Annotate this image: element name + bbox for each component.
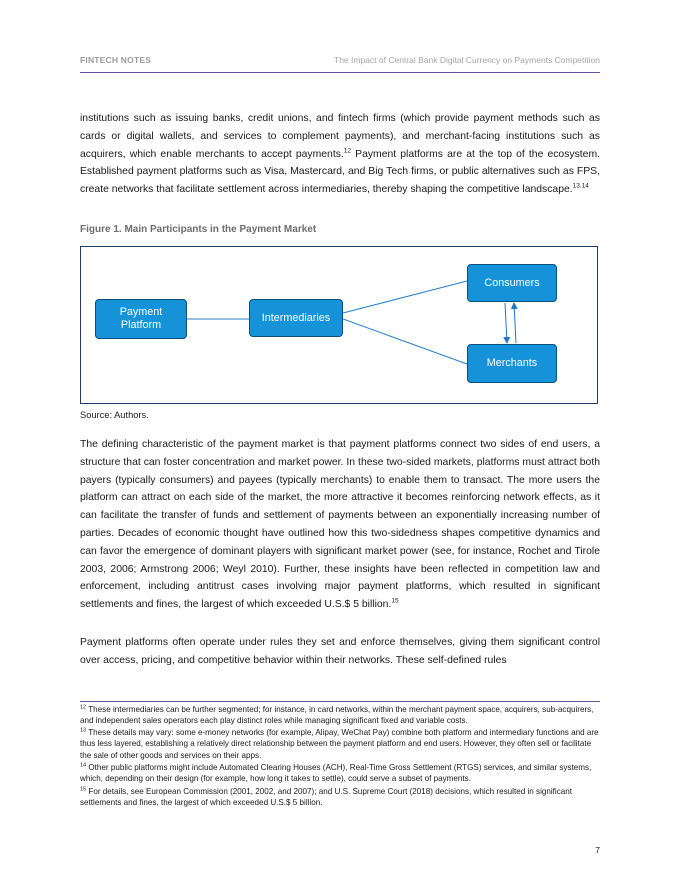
footnote-number: 13 (80, 727, 87, 734)
footnote-number: 15 (80, 786, 87, 793)
footnote-text: These intermediaries can be further segmented; for instance, in card networks, within the merchant payment space, acquirers, sub-acquirers, and independent sales operators each play distinct roles while managing significant fixed and variable costs. (80, 705, 594, 726)
arrow-consumers-to-merchants (505, 303, 507, 343)
footnote-text: For details, see European Commission (2001, 2002, and 2007); and U.S. Supreme Court (2018) decisions, which resulted in significant settlements and fines, the largest of which exceeded U.S.$ 5 billion. (80, 787, 573, 808)
footnote-13 (80, 727, 600, 761)
footnote-number: 12 (80, 704, 87, 711)
footnote-12 (80, 704, 600, 727)
footnote-ref-12[interactable]: 12 (343, 147, 352, 155)
figure-source: Source: Authors. (80, 410, 149, 420)
arrow-merchants-to-consumers (514, 303, 516, 343)
footnote-text: Other public platforms might include Automated Clearing Houses (ACH), Real-Time Gross Settlement (RTGS) services, and similar systems, which, depending on their design (for example, how long it takes to settle), could serve a subset of payments. (80, 763, 592, 784)
node-merchants: Merchants (467, 344, 557, 383)
para1-text-b: Payment platforms are at the top of the ecosystem. Established payment platforms such as Visa, Mastercard, and Big Tech firms, or public alternatives such as FPS, create networks that facilitate settlement across intermediaries, thereby shaping the competitive landscape. (80, 148, 601, 196)
link-intermediaries-merchants (343, 319, 467, 364)
footnote-14 (80, 762, 600, 785)
footnote-ref-13-14[interactable]: 13,14 (572, 182, 589, 190)
body-paragraph-2 (80, 436, 600, 614)
page-number: 7 (595, 845, 600, 855)
footnote-15 (80, 786, 600, 809)
link-intermediaries-consumers (343, 281, 467, 313)
running-title: The Impact of Central Bank Digital Currency on Payments Competition (334, 55, 600, 65)
node-payment-platform: Payment Platform (95, 299, 187, 339)
footnote-text: These details may vary: some e-money networks (for example, Alipay, WeChat Pay) combine both platform and intermediary functions and are thus less layered, establishing a relatively direct relationship between the payment platform and end users. However, they often sell or facilitate the sale of other goods and services on their apps. (80, 728, 599, 760)
node-consumers: Consumers (467, 264, 557, 302)
footnote-number: 14 (80, 762, 87, 769)
footnote-rule (80, 701, 600, 702)
figure-title: Figure 1. Main Participants in the Payment Market (80, 224, 317, 235)
node-intermediaries: Intermediaries (249, 299, 343, 337)
body-paragraph-3: Payment platforms often operate under rules they set and enforce themselves, giving them significant control over access, pricing, and competitive behavior within their networks. These self-defined rules (80, 637, 600, 666)
series-label: FINTECH NOTES (80, 55, 152, 65)
para1-text-a: institutions such as issuing banks, credit unions, and fintech firms (which provide payment methods such as cards or digital wallets, and services to complement payments), and merchant-facing institutions such as acquirers, which enable merchants to accept payments. (80, 113, 600, 160)
body-paragraph-1 (80, 110, 600, 199)
footnote-ref-15[interactable]: 15 (391, 597, 399, 605)
header-rule (80, 72, 600, 73)
page-header (80, 55, 600, 73)
para2-text: The defining characteristic of the payment market is that payment platforms connect two sides of end users, a structure that can foster concentration and market power. In these two-sided markets, platforms must attract both payers (typically consumers) and payees (typically merchants) to enable them to transact. The more users the platform can attract on each side of the market, the more attractive it becomes reinforcing network effects, as it can facilitate the transfer of funds and settlement of payments between an exponentially increasing number of parties. Decades of economic thought have outlined how this two-sidedness shapes competitive dynamics and can favor the emergence of dominant players with significant market power (see, for instance, Rochet and Tirole 2003, 2006; Armstrong 2006; Weyl 2010). Further, these insights have been reflected in competition law and enforcement, including antitrust cases involving major payment platforms, which resulted in significant settlements and fines, the largest of which exceeded U.S.$ 5 billion. (80, 439, 600, 611)
figure-diagram (80, 246, 598, 404)
